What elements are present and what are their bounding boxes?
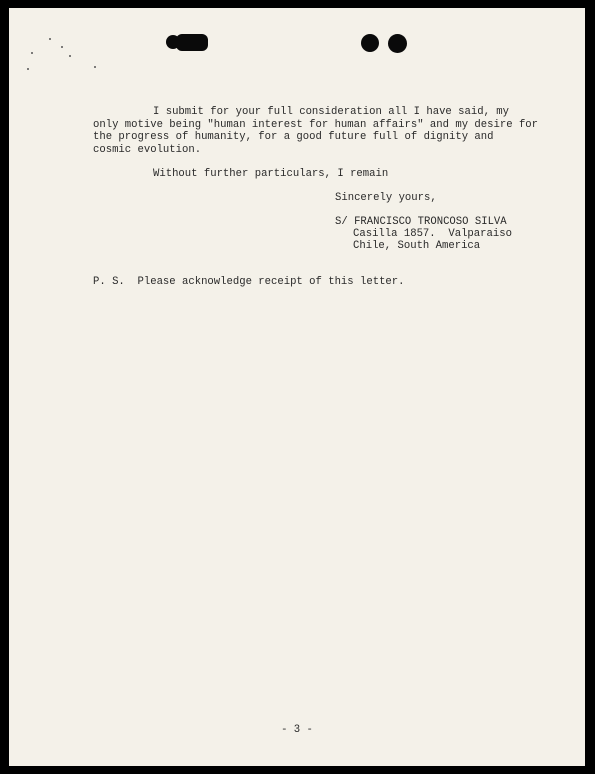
paper-speck [31,52,33,54]
punch-hole-left-wide [176,34,208,51]
paper-speck [27,68,29,70]
paper-speck [94,66,96,68]
paper-speck [49,38,51,40]
punch-hole-right-2 [388,34,407,53]
salutation: Sincerely yours, [335,192,437,204]
punch-hole-right-1 [361,34,379,52]
paragraph-line-3: the progress of humanity, for a good future full of dignity and [93,131,494,143]
paper-speck [61,46,63,48]
signature-address-line-1: Casilla 1857. Valparaiso [353,228,512,240]
document-page [9,8,585,766]
page-number: - 3 - [281,724,313,736]
paper-speck [69,55,71,57]
postscript: P. S. Please acknowledge receipt of this letter. [93,276,405,288]
paragraph-line-2: only motive being "human interest for human affairs" and my desire for [93,119,539,131]
signature-address-line-2: Chile, South America [353,240,481,252]
paragraph-line-1: I submit for your full consideration all I have said, my [153,106,510,118]
signature-name: S/ FRANCISCO TRONCOSO SILVA [335,216,507,228]
closing-sentence: Without further particulars, I remain [153,168,389,180]
paragraph-line-4: cosmic evolution. [93,144,202,156]
